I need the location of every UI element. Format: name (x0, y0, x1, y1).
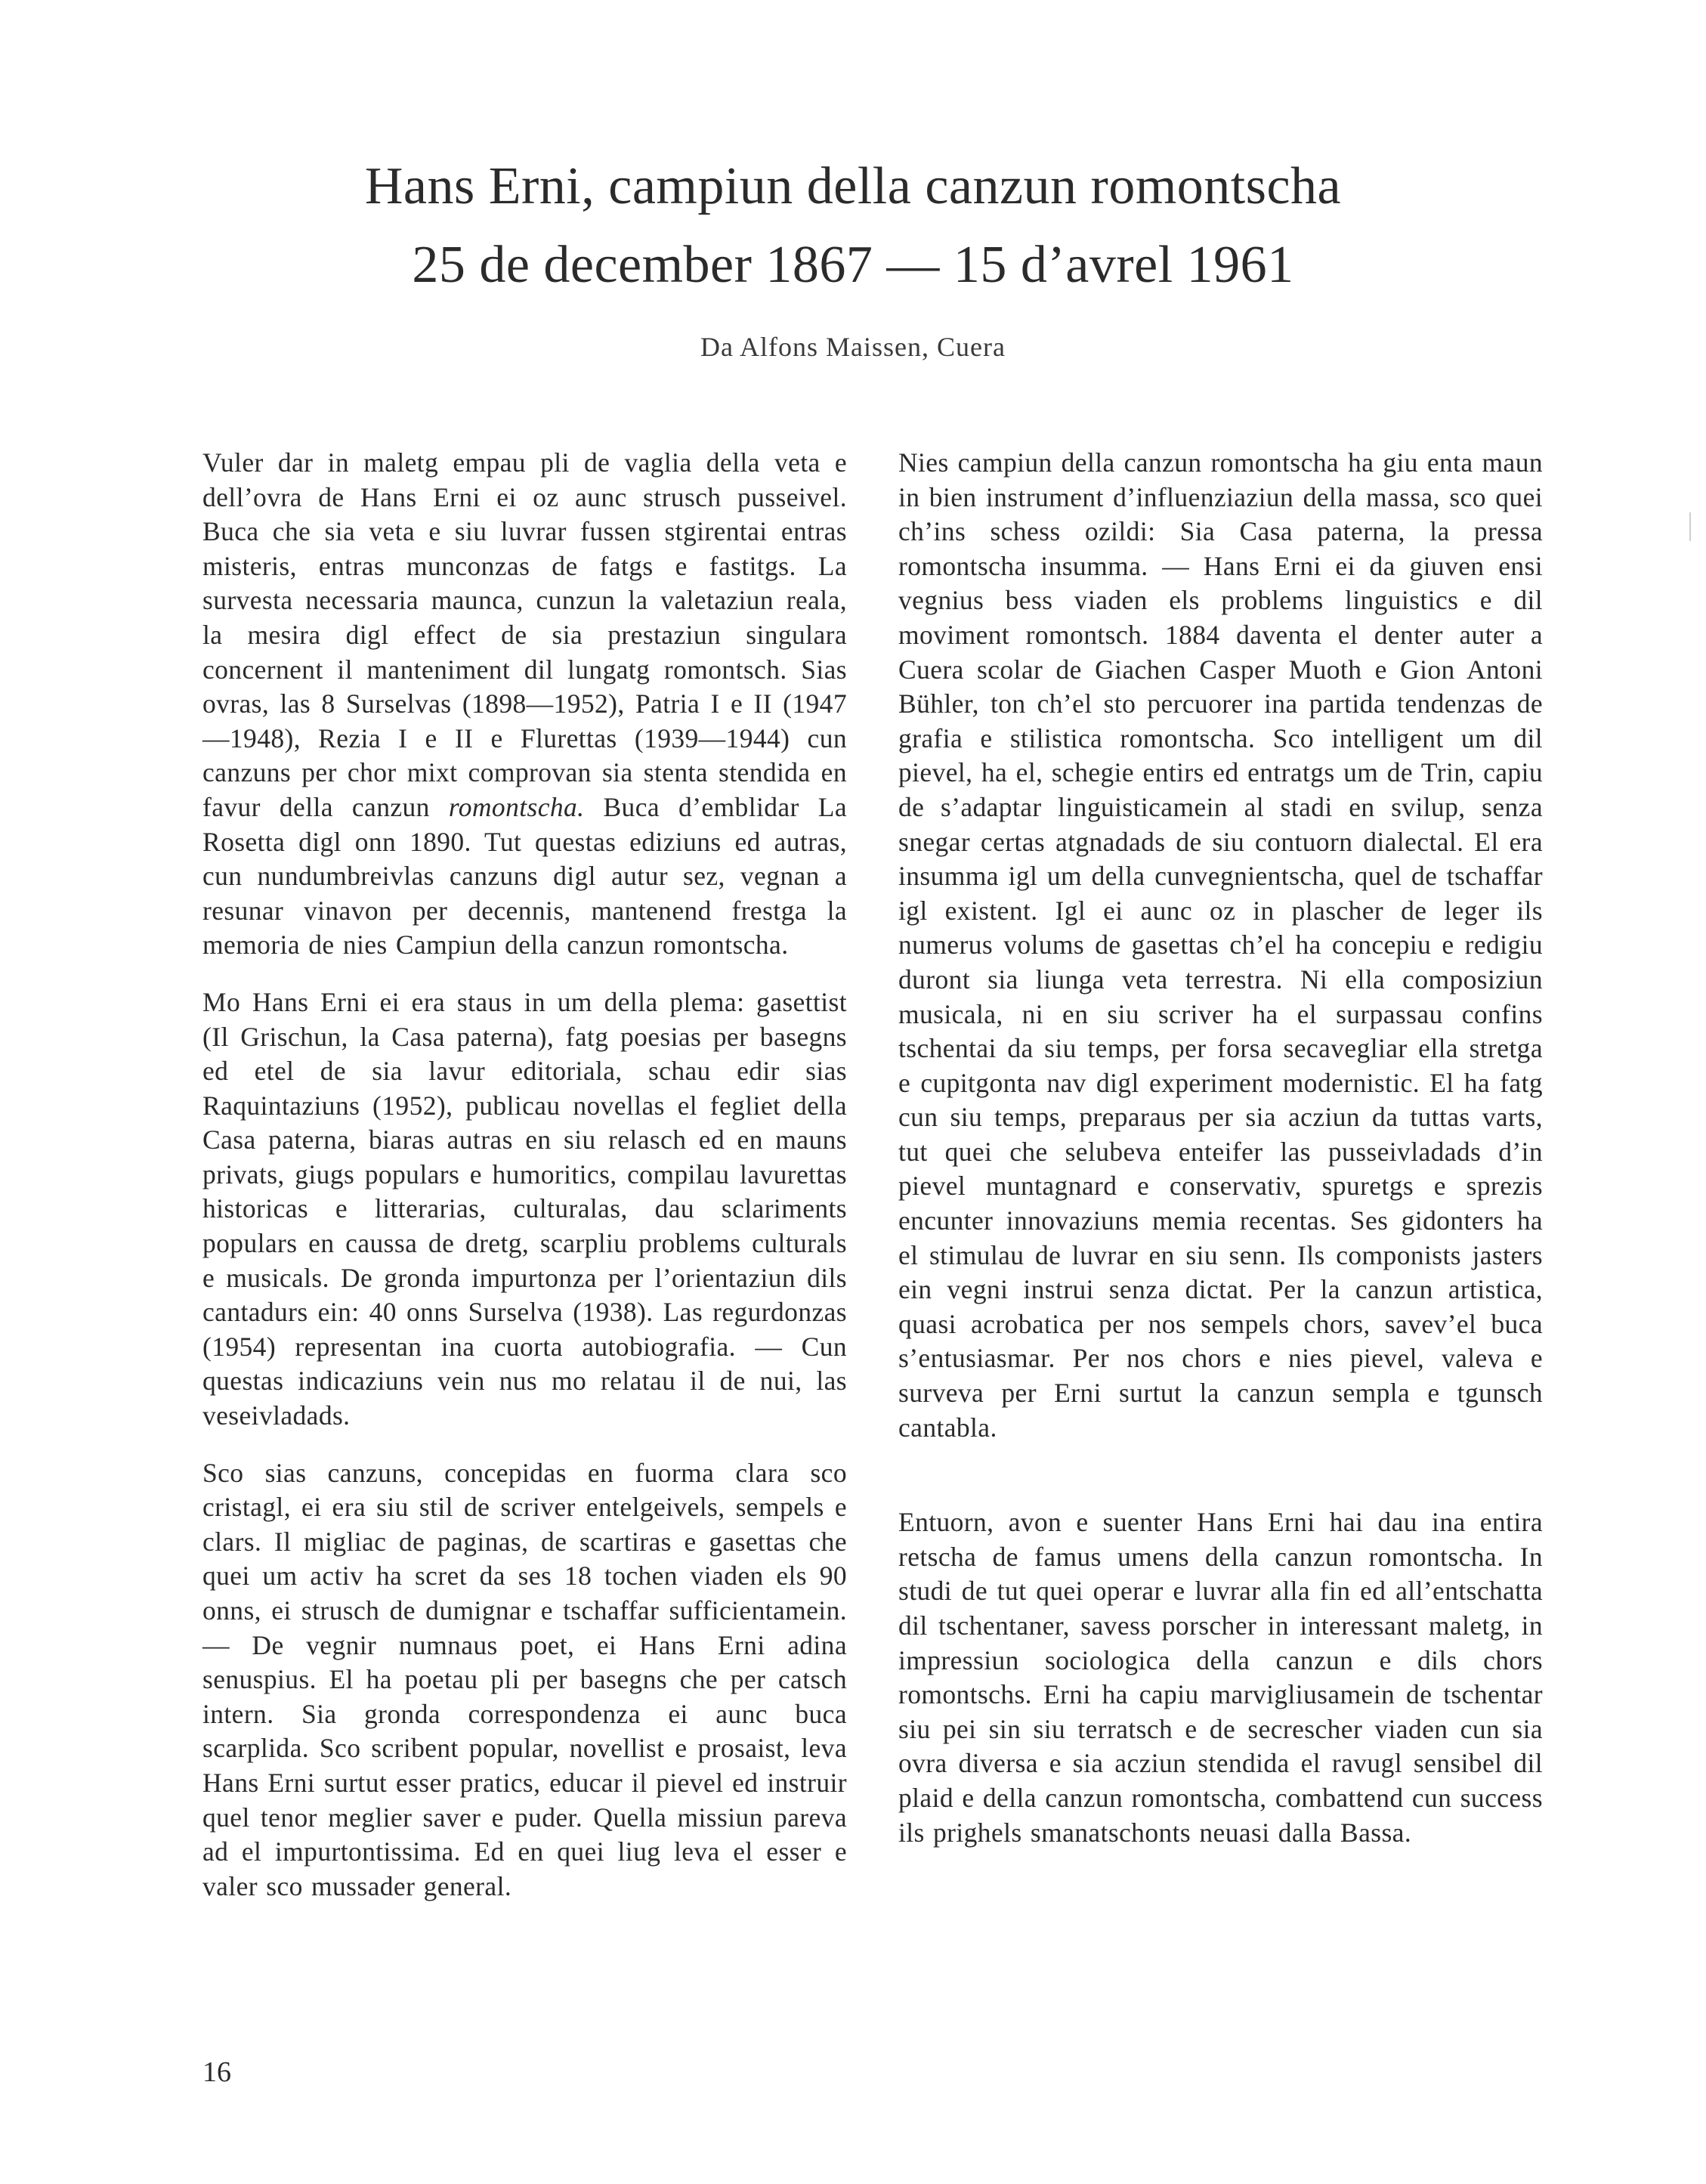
left-column (202, 446, 847, 1904)
emphasis-text: romontscha. (448, 791, 585, 822)
title-line-1: Hans Erni, campiun della canzun romontscha (364, 157, 1342, 215)
paragraph-text: Buca d’emblidar La Rosetta digl onn 1890. Tut questas ediziuns ed autras, cun nundumbreivlas canzuns digl autur sez, vegnan a resunar vinavon per decennis, mantenend frestga la memoria de nies Campiun della canzun romontscha. (202, 791, 848, 961)
page-number: 16 (202, 2056, 231, 2088)
paragraph: Nies campiun della canzun romontscha ha giu enta maun in bien instrument d’influenziaziun della massa, sco quei ch’ins schess ozildi: Sia Casa paterna, la pressa romontscha insumma. — Hans Erni ei da giuven ensi vegnius bess viaden els problems linguistics e dil moviment romontsch. 1884 daventa el denter auter a Cuera scolar de Giachen Casper Muoth e Gion Antoni Bühler, ton ch’el sto percuorer ina partida tendenzas de grafia e stilistica romontscha. Sco intelligent um dil pievel, ha el, schegie entirs ed entratgs um de Trin, capiu de s’adaptar linguisticamein al stadi en svilup, senza snegar certas atgnadads de siu contuorn dialectal. El era insumma igl um della cunvegnientscha, quel de tschaffar igl existent. Igl ei aunc oz in plascher de leger ils numerus volums de gasettas ch’el ha concepiu e redigiu duront sia liunga veta terrestra. Ni ella composiziun musicala, ni en siu scriver ha el surpassau confins tschentai da siu temps, per forsa secavegliar ella stretga e cupitgonta nav digl experiment modernistic. El ha fatg cun siu temps, preparaus per sia acziun da tuttas varts, tut quei che selubeva enteifer las pusseivladads d’in pievel muntagnard e conservativ, spuretgs e sprezis encunter innovaziuns memia recentas. Ses gidonters ha el stimulau de luvrar en siu senn. Ils componists jasters ein vegni instrui senza dictat. Per la canzun artistica, quasi acrobatica per nos sempels chors, savev’el buca s’entusiasmar. Per nos chors e nies pievel, valeva e surveva per Erni surtut la canzun sempla e tgunsch cantabla. (898, 447, 1543, 1443)
margin-mark (1689, 512, 1691, 541)
paragraph: Mo Hans Erni ei era staus in um della plema: gasettist (Il Grischun, la Casa paterna), fatg poesias per basegns ed etel de sia lavur editoriala, schau edir sias Raquintaziuns (1952), publicau novellas el fegliet della Casa paterna, biaras autras en siu relasch ed en mauns privats, giugs populars e humoritics, compilau lavurettas historicas e litterarias, culturalas, dau sclariments populars en caussa de dretg, scarpliu problems culturals e musicals. De gronda impurtonza per l’orientaziun dils cantadurs ein: 40 onns Surselva (1938). Las regurdonzas (1954) representan ina cuorta autobiografia. — Cun questas indicaziuns vein nus mo relatau il de nui, las veseivladads. (202, 986, 847, 1431)
author-byline: Da Alfons Maissen, Cuera (700, 332, 1006, 362)
article-title (0, 147, 1706, 305)
title-line-2: 25 de december 1867 — 15 d’avrel 1961 (412, 236, 1294, 294)
paragraph-text: Vuler dar in maletg empau pli de vaglia della veta e dell’ovra de Hans Erni ei oz aunc strusch pusseivel. Buca che sia veta e siu luvrar fussen stgirentai entras misteris, entras munconzas de fatgs e fastitgs. La survesta necessaria maunca, cunzun la valetaziun reala, la mesira digl effect de sia prestaziun singulara concernent il manteniment dil lungatg romontsch. Sias ovras, las 8 Surselvas (1898—1952), Patria I e II (1947—1948), Rezia I e II e Flurettas (1939—1944) cun canzuns per chor mixt comprovan sia stenta stendida en favur della canzun (202, 447, 847, 822)
paragraph (202, 446, 847, 963)
paragraph: Sco sias canzuns, concepidas en fuorma clara sco cristagl, ei era siu stil de scriver entelgeivels, sempels e clars. Il migliac de paginas, de scartiras e gasettas che quei um activ ha scret da ses 18 tochen viaden els 90 onns, ei strusch de dumignar e tschaffar sufficientamein. — De vegnir numnaus poet, ei Hans Erni adina senuspius. El ha poetau pli per basegns che per catsch intern. Sia gronda correspondenza ei aunc buca scarplida. Sco scribent popular, novellist e prosaist, leva Hans Erni surtut esser pratics, educar il pievel ed instruir quel tenor meglier saver e puder. Quella missiun pareva ad el impurtontissima. Ed en quei liug leva el esser e valer sco mussader general. (202, 1457, 847, 1901)
right-column (898, 446, 1543, 1850)
paragraph: Entuorn, avon e suenter Hans Erni hai dau ina entira retscha de famus umens della canzun romontscha. In studi de tut quei operar e luvrar alla fin ed all’entschatta dil tschentaner, savess porscher in interessant maletg, in impressiun sociologica della canzun e dils chors romontschs. Erni ha capiu marvigliusamein de tschentar siu pei sin siu terratsch e de secrescher viaden cun sia ovra diversa e sia acziun stendida el ravugl sensibel dil plaid e della canzun romontscha, combattend cun success ils prighels smanatschonts neuasi dalla Bassa. (898, 1507, 1543, 1848)
